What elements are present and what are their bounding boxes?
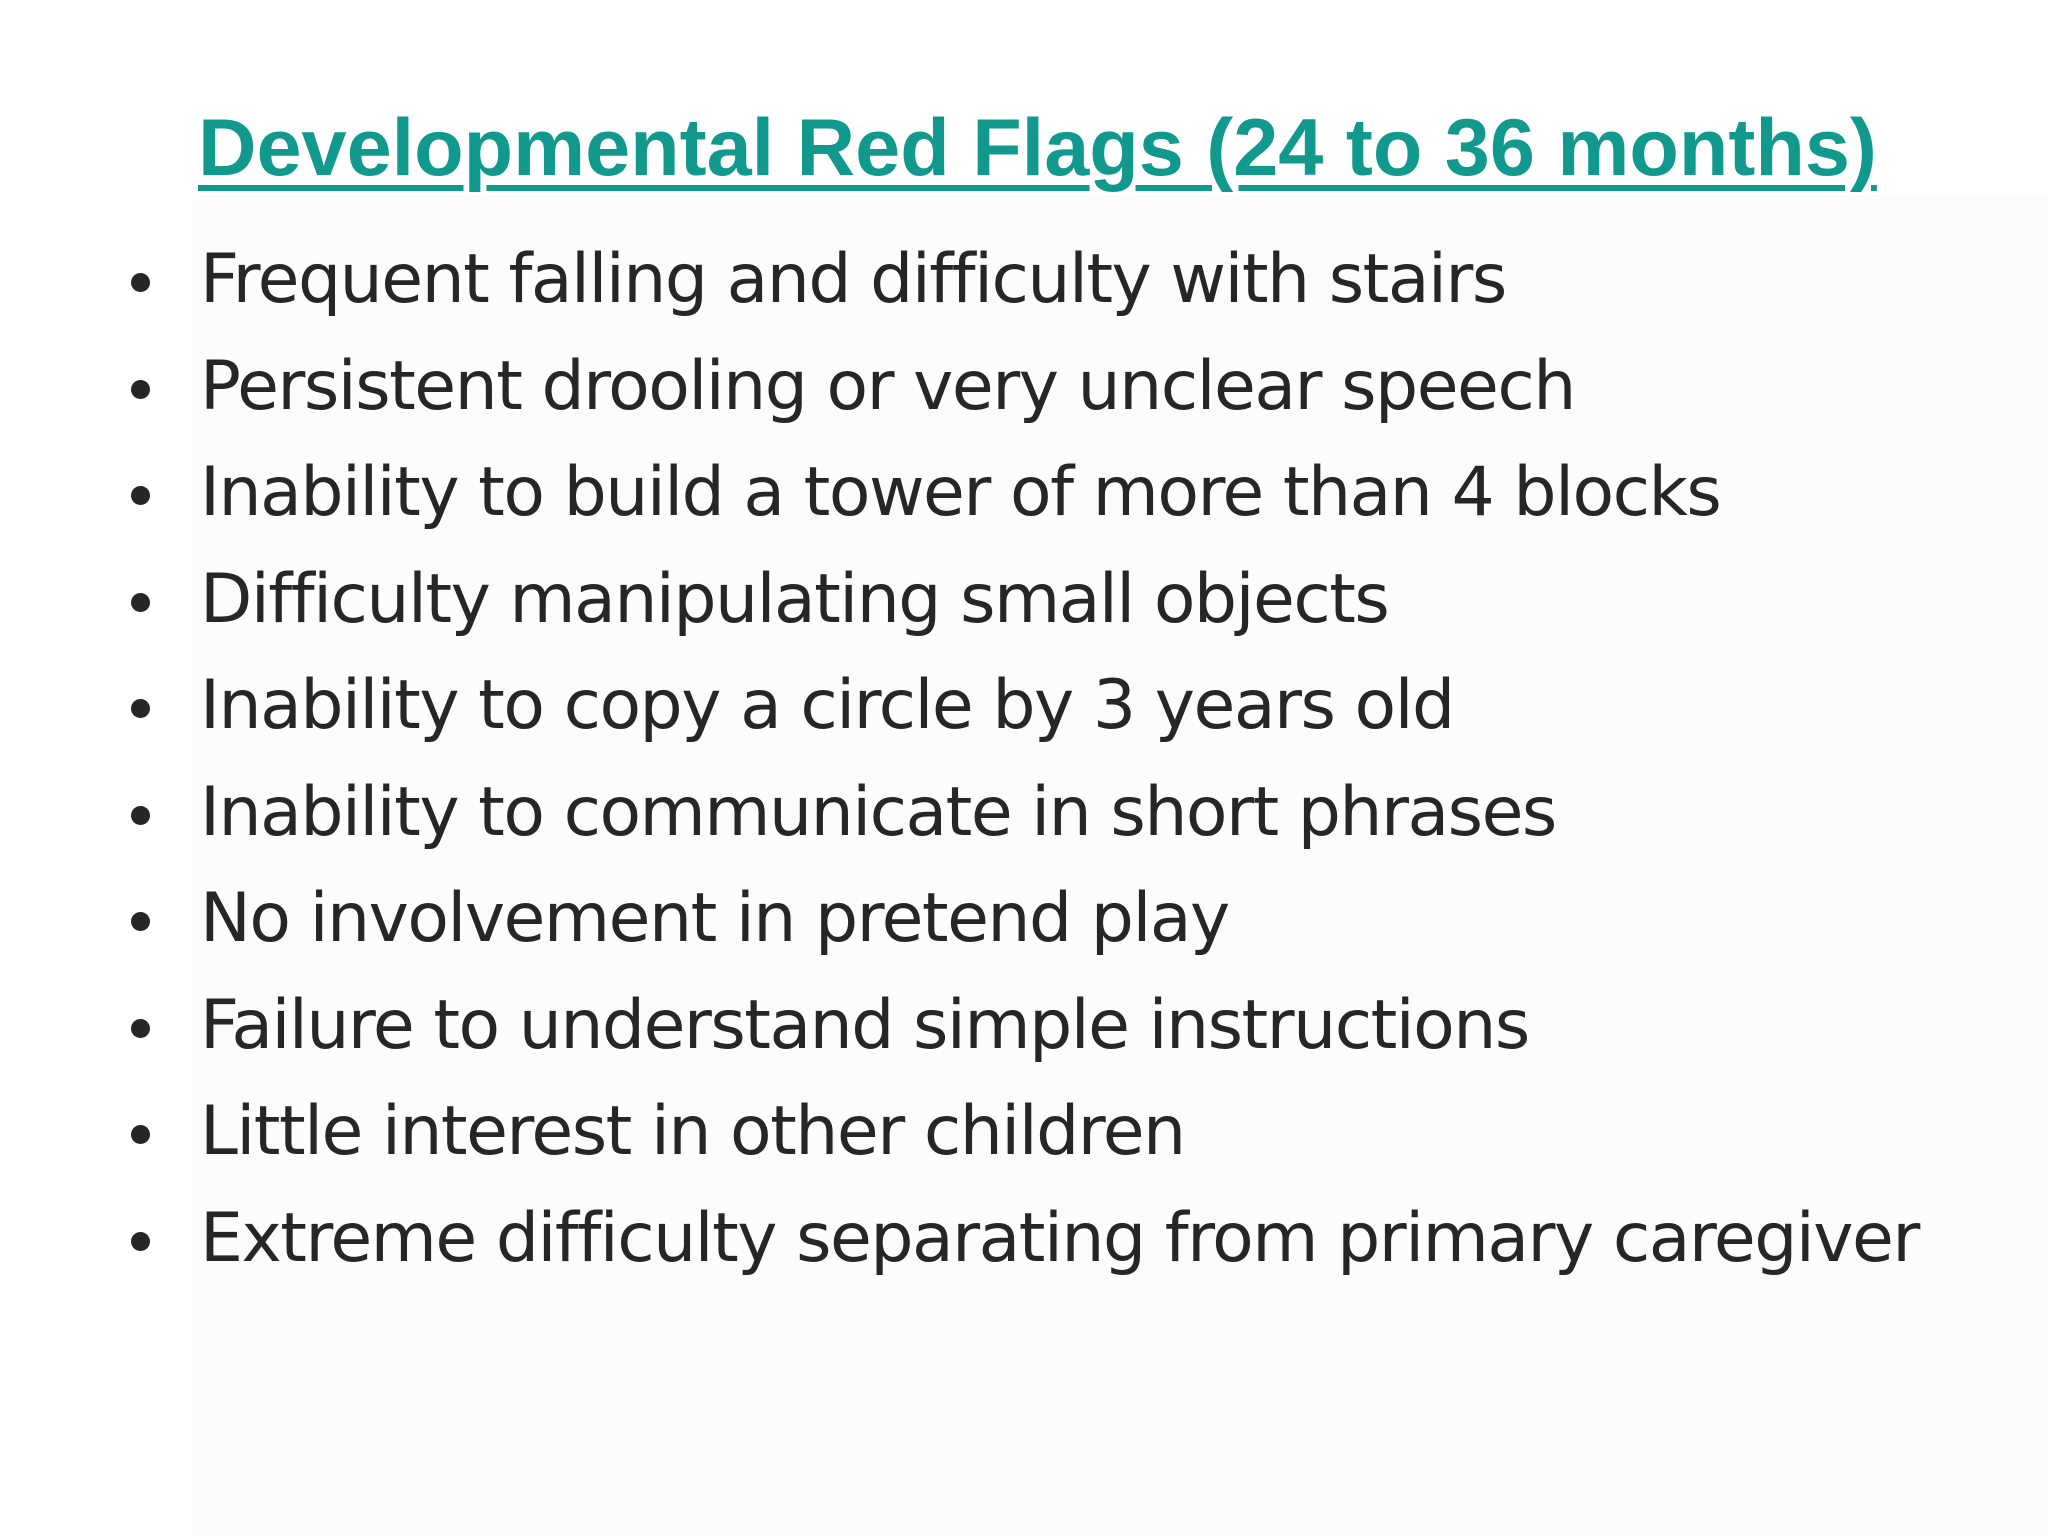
list-item-text: Persistent drooling or very unclear speech: [200, 346, 1575, 426]
bullet-icon: [131, 699, 150, 718]
bullet-icon: [131, 593, 150, 612]
list-item-text: No involvement in pretend play: [200, 879, 1229, 958]
bullet-icon: [131, 806, 150, 825]
list-item-text: Little interest in other children: [200, 1092, 1185, 1171]
bullet-icon: [131, 1232, 150, 1251]
bullet-icon: [131, 912, 150, 931]
list-item-text: Extreme difficulty separating from primary caregiver: [200, 1198, 1919, 1278]
list-item-text: Frequent falling and difficulty with stairs: [200, 240, 1506, 319]
bullet-icon: [131, 380, 150, 399]
bullet-icon: [131, 1125, 150, 1144]
list-item-text: Inability to communicate in short phrases: [200, 772, 1556, 852]
bullet-icon: [131, 486, 150, 505]
bullet-icon: [131, 1019, 150, 1038]
list-item-text: Inability to copy a circle by 3 years old: [200, 666, 1454, 745]
list-item-text: Failure to understand simple instructions: [200, 985, 1529, 1065]
list-item-text: Inability to build a tower of more than 4 blocks: [200, 453, 1721, 532]
slide-title: Developmental Red Flags (24 to 36 months): [198, 103, 1877, 193]
bullet-icon: [131, 273, 150, 292]
list-item-text: Difficulty manipulating small objects: [200, 559, 1389, 639]
